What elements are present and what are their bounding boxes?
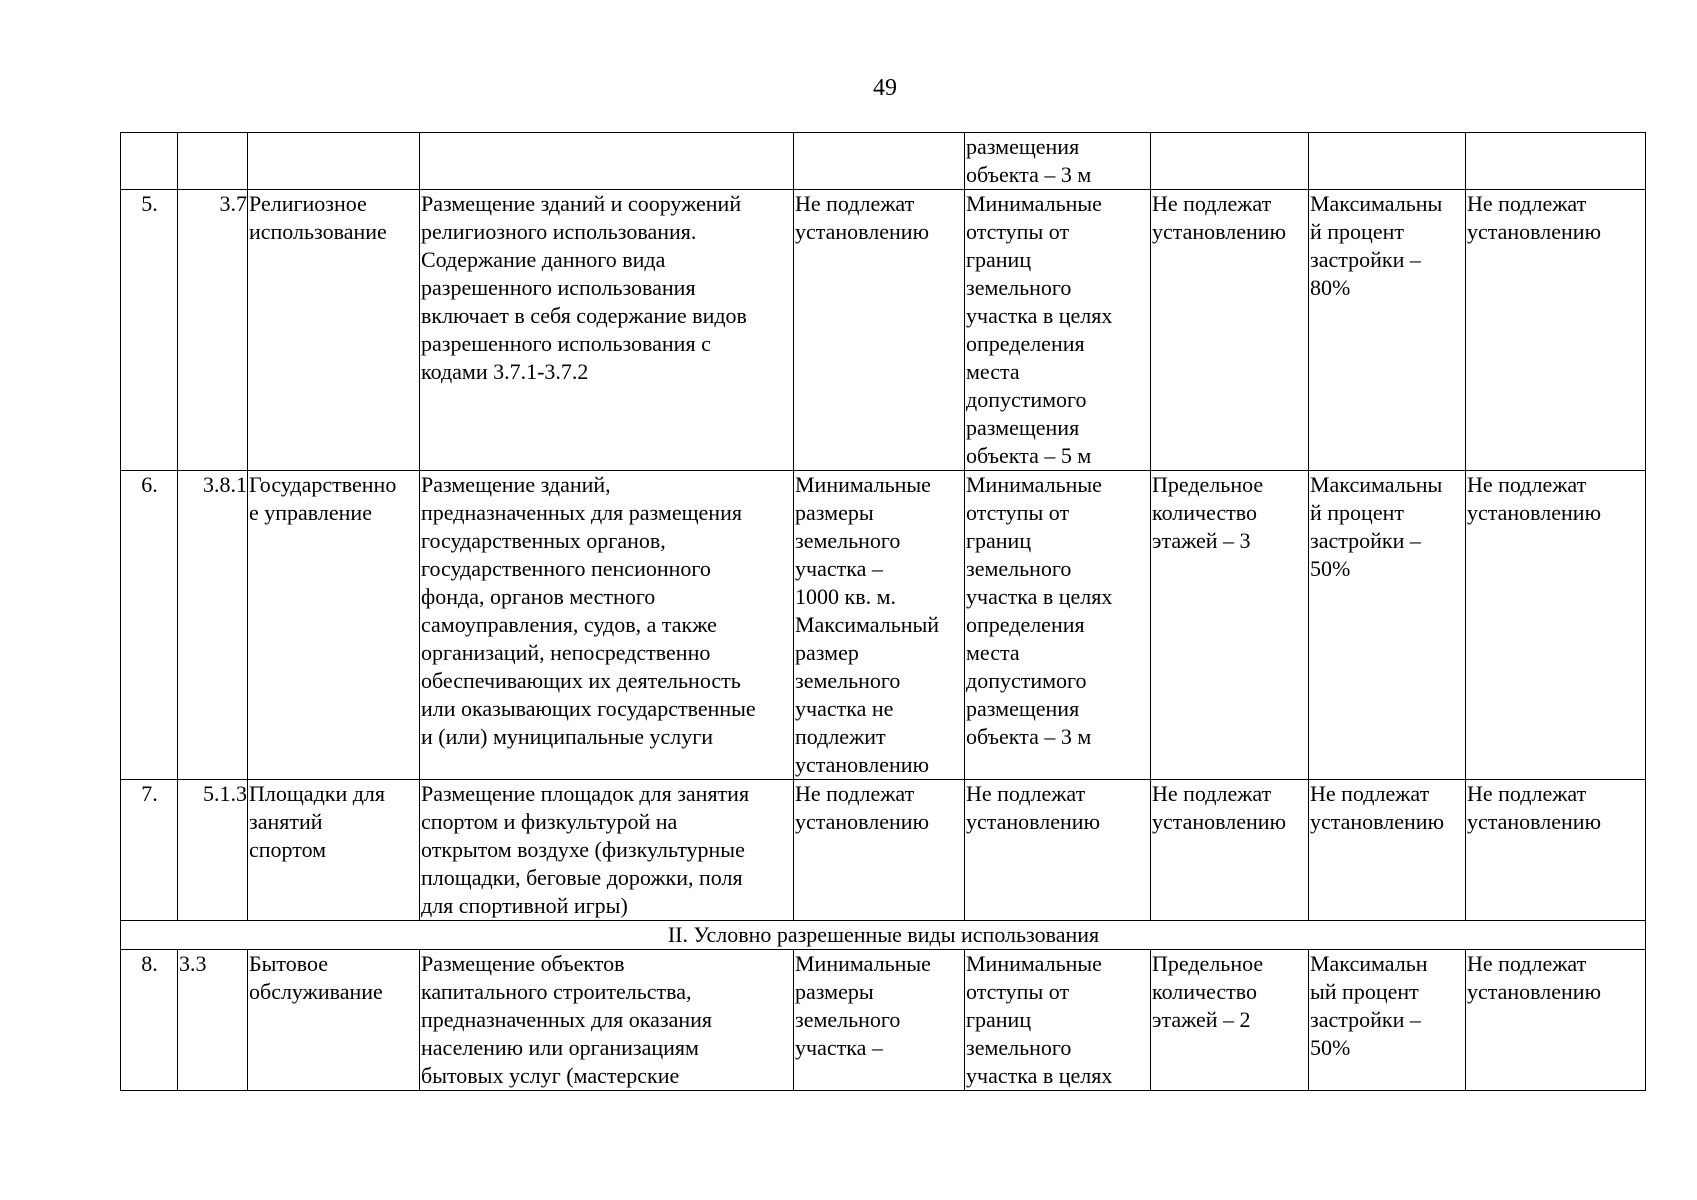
cell-description: Размещение объектов капитального строительства, предназначенных для оказания населению или организациям бытовых услуг (мастерские [420, 950, 794, 1091]
cell-size: Минимальные размеры земельного участка – [794, 950, 965, 1091]
cell-code: 5.1.3 [178, 780, 248, 921]
cell-coverage [1309, 133, 1466, 190]
cell-code [178, 133, 248, 190]
cell-coverage: Максимальны й процент застройки – 50% [1309, 471, 1466, 780]
cell-size: Не подлежат установлению [794, 780, 965, 921]
cell-name: Бытовое обслуживание [248, 950, 420, 1091]
table-row [121, 471, 1646, 780]
cell-other: Не подлежат установлению [1466, 780, 1646, 921]
cell-num: 7. [121, 780, 178, 921]
cell-size: Не подлежат установлению [794, 190, 965, 471]
cell-coverage: Максимальн ый процент застройки – 50% [1309, 950, 1466, 1091]
table-row [121, 133, 1646, 190]
cell-indent: Минимальные отступы от границ земельного участка в целях [965, 950, 1151, 1091]
cell-floors [1151, 133, 1309, 190]
cell-num: 8. [121, 950, 178, 1091]
table-row [121, 950, 1646, 1091]
cell-description: Размещение зданий и сооружений религиозного использования. Содержание данного вида разрешенного использования включает в себя содержание видов разрешенного использования с кодами 3.7.1-3.7.2 [420, 190, 794, 471]
section-title: II. Условно разрешенные виды использования [121, 921, 1646, 950]
table-row [121, 190, 1646, 471]
cell-indent: Минимальные отступы от границ земельного участка в целях определения места допустимого размещения объекта – 3 м [965, 471, 1151, 780]
cell-num: 6. [121, 471, 178, 780]
cell-indent: Минимальные отступы от границ земельного участка в целях определения места допустимого размещения объекта – 5 м [965, 190, 1151, 471]
cell-floors: Не подлежат установлению [1151, 780, 1309, 921]
cell-indent: размещения объекта – 3 м [965, 133, 1151, 190]
cell-coverage: Максимальны й процент застройки – 80% [1309, 190, 1466, 471]
cell-code: 3.3 [178, 950, 248, 1091]
cell-name: Площадки для занятий спортом [248, 780, 420, 921]
cell-description [420, 133, 794, 190]
cell-other [1466, 133, 1646, 190]
cell-num: 5. [121, 190, 178, 471]
cell-code: 3.7 [178, 190, 248, 471]
cell-coverage: Не подлежат установлению [1309, 780, 1466, 921]
cell-description: Размещение зданий, предназначенных для размещения государственных органов, государственного пенсионного фонда, органов местного самоуправления, судов, а также организаций, непосредственно обеспечивающих их деятельность или оказывающих государственные и (или) муниципальные услуги [420, 471, 794, 780]
page-number: 49 [873, 75, 897, 101]
cell-indent: Не подлежат установлению [965, 780, 1151, 921]
cell-floors: Не подлежат установлению [1151, 190, 1309, 471]
cell-other: Не подлежат установлению [1466, 950, 1646, 1091]
cell-code: 3.8.1 [178, 471, 248, 780]
land-use-table [120, 132, 1646, 1091]
table-row [121, 780, 1646, 921]
cell-name [248, 133, 420, 190]
cell-size [794, 133, 965, 190]
cell-name: Религиозное использование [248, 190, 420, 471]
cell-other: Не подлежат установлению [1466, 190, 1646, 471]
cell-num [121, 133, 178, 190]
cell-other: Не подлежат установлению [1466, 471, 1646, 780]
cell-floors: Предельное количество этажей – 2 [1151, 950, 1309, 1091]
section-header-row [121, 921, 1646, 950]
cell-size: Минимальные размеры земельного участка – 1000 кв. м. Максимальный размер земельного участка не подлежит установлению [794, 471, 965, 780]
cell-name: Государственно е управление [248, 471, 420, 780]
cell-description: Размещение площадок для занятия спортом и физкультурой на открытом воздухе (физкультурные площадки, беговые дорожки, поля для спортивной игры) [420, 780, 794, 921]
cell-floors: Предельное количество этажей – 3 [1151, 471, 1309, 780]
